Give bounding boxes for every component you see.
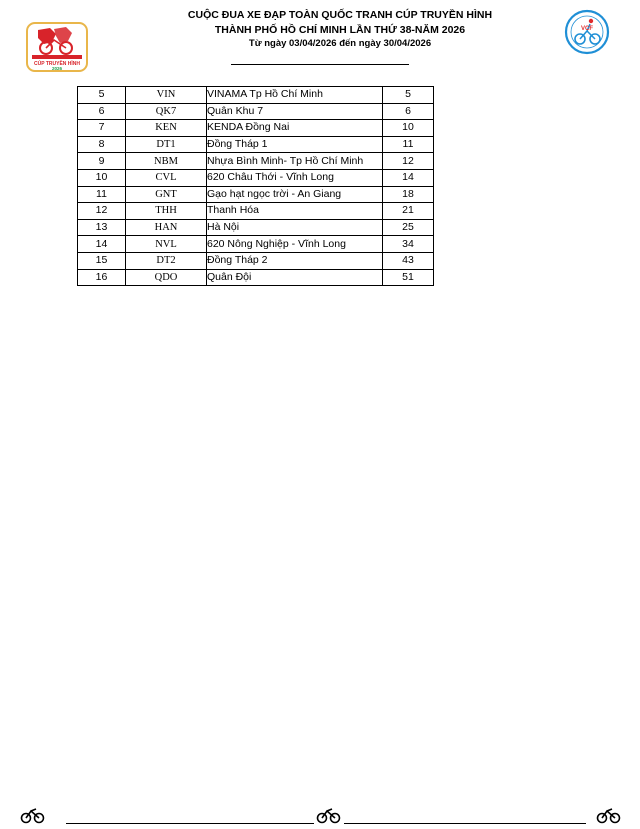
table-row <box>78 236 434 253</box>
table-row <box>78 103 434 120</box>
rank-cell: 5 <box>78 87 126 104</box>
rank-cell: 12 <box>78 203 126 220</box>
points-cell: 12 <box>383 153 434 170</box>
rank-cell: 10 <box>78 169 126 186</box>
document-header <box>150 8 530 52</box>
code-cell: VIN <box>126 87 207 104</box>
code-cell: NBM <box>126 153 207 170</box>
points-cell: 10 <box>383 120 434 137</box>
cyclist-icon <box>316 806 342 824</box>
code-cell: HAN <box>126 219 207 236</box>
code-cell: KEN <box>126 120 207 137</box>
team-cell: Gạo hạt ngọc trời - An Giang <box>207 186 383 203</box>
rank-cell: 6 <box>78 103 126 120</box>
code-cell: CVL <box>126 169 207 186</box>
table-row <box>78 252 434 269</box>
team-cell: Thanh Hóa <box>207 203 383 220</box>
points-cell: 6 <box>383 103 434 120</box>
points-cell: 21 <box>383 203 434 220</box>
team-cell: Nhựa Bình Minh- Tp Hồ Chí Minh <box>207 153 383 170</box>
points-cell: 25 <box>383 219 434 236</box>
footer-rule-right <box>344 823 586 824</box>
results-table <box>77 86 434 286</box>
race-dates: Từ ngày 03/04/2026 đến ngày 30/04/2026 <box>248 38 432 49</box>
race-title: CUỘC ĐUA XE ĐẠP TOÀN QUỐC TRANH CÚP TRUYỀN HÌNH <box>187 9 493 21</box>
svg-text:CÚP TRUYỀN HÌNH: CÚP TRUYỀN HÌNH <box>33 61 81 67</box>
table-row <box>78 269 434 286</box>
cyclist-icon <box>596 806 622 824</box>
code-cell: DT1 <box>126 136 207 153</box>
code-cell: QK7 <box>126 103 207 120</box>
code-cell: GNT <box>126 186 207 203</box>
team-cell: Đồng Tháp 2 <box>207 252 383 269</box>
rank-cell: 14 <box>78 236 126 253</box>
team-cell: Hà Nội <box>207 219 383 236</box>
rank-cell: 7 <box>78 120 126 137</box>
table-row <box>78 219 434 236</box>
header-divider <box>231 64 409 65</box>
code-cell: QDO <box>126 269 207 286</box>
points-cell: 14 <box>383 169 434 186</box>
team-cell: KENDA Đồng Nai <box>207 120 383 137</box>
code-cell: DT2 <box>126 252 207 269</box>
points-cell: 18 <box>383 186 434 203</box>
points-cell: 11 <box>383 136 434 153</box>
points-cell: 51 <box>383 269 434 286</box>
rank-cell: 11 <box>78 186 126 203</box>
points-cell: 34 <box>383 236 434 253</box>
table-row <box>78 203 434 220</box>
vcf-logo <box>560 9 614 55</box>
table-row <box>78 153 434 170</box>
table-row <box>78 87 434 104</box>
rank-cell: 13 <box>78 219 126 236</box>
code-cell: THH <box>126 203 207 220</box>
rank-cell: 15 <box>78 252 126 269</box>
team-cell: VINAMA Tp Hồ Chí Minh <box>207 87 383 104</box>
cyclist-icon <box>20 806 46 824</box>
footer-rule-left <box>66 823 314 824</box>
points-cell: 5 <box>383 87 434 104</box>
table-row <box>78 169 434 186</box>
team-cell: Đồng Tháp 1 <box>207 136 383 153</box>
svg-text:VCF: VCF <box>581 26 593 32</box>
points-cell: 43 <box>383 252 434 269</box>
rank-cell: 8 <box>78 136 126 153</box>
cup-truyen-hinh-logo <box>26 22 88 72</box>
rank-cell: 16 <box>78 269 126 286</box>
table-row <box>78 186 434 203</box>
table-row <box>78 136 434 153</box>
code-cell: NVL <box>126 236 207 253</box>
svg-text:2026: 2026 <box>51 66 63 71</box>
team-cell: 620 Nông Nghiệp - Vĩnh Long <box>207 236 383 253</box>
team-cell: Quân Khu 7 <box>207 103 383 120</box>
rank-cell: 9 <box>78 153 126 170</box>
team-cell: Quân Đội <box>207 269 383 286</box>
team-cell: 620 Châu Thới - Vĩnh Long <box>207 169 383 186</box>
table-row <box>78 120 434 137</box>
race-subtitle: THÀNH PHỐ HỒ CHÍ MINH LẦN THỨ 38-NĂM 2026 <box>214 23 466 36</box>
